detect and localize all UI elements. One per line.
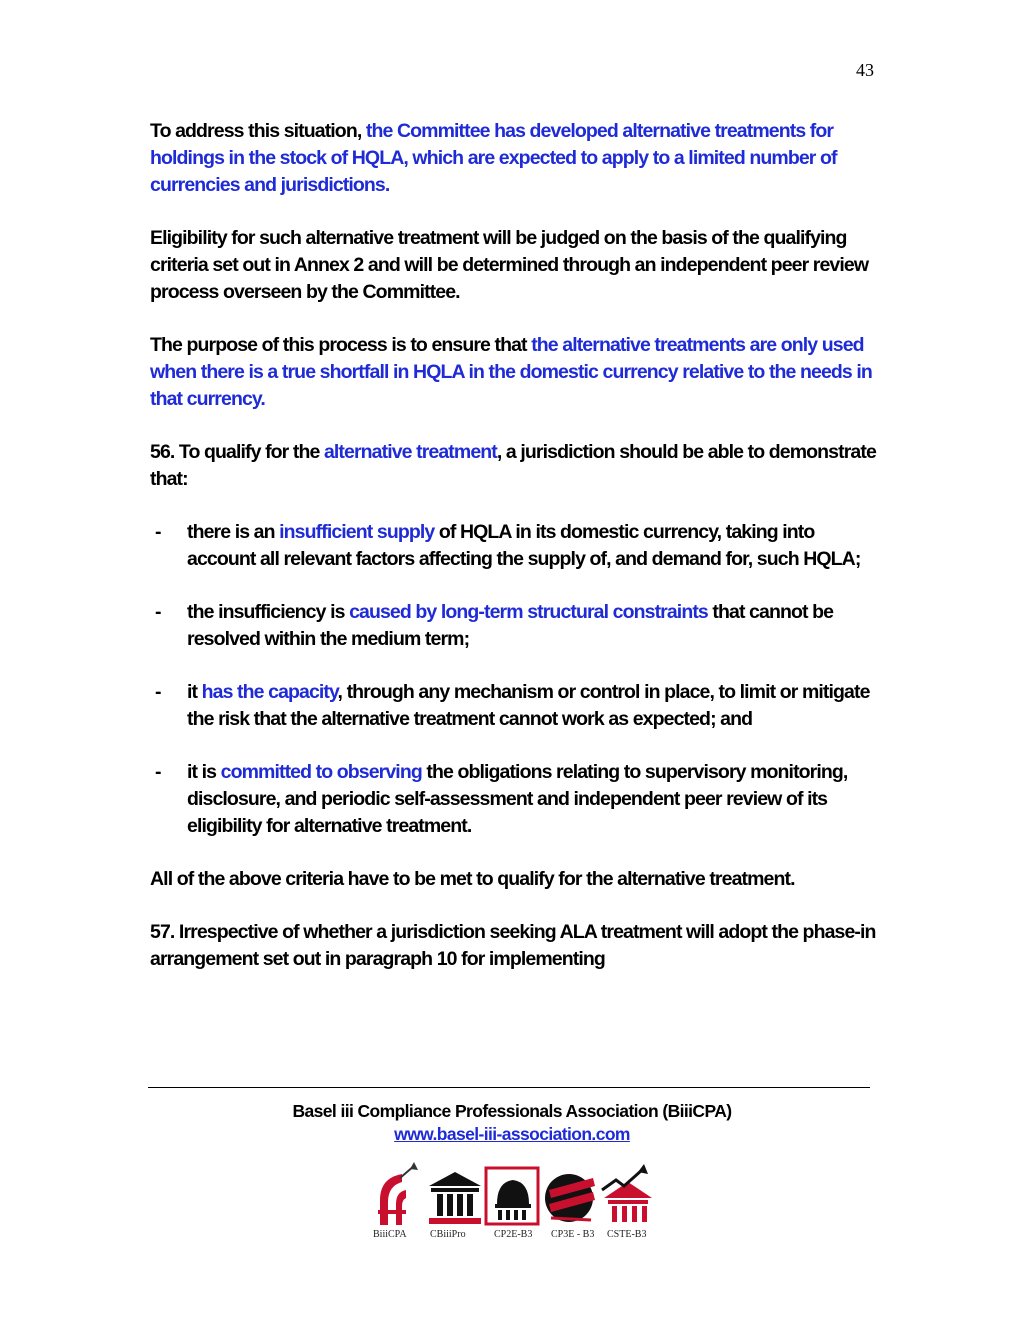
bullet-text-end: the obligations relating to supervisory monitoring, disclosure, and periodic self-assessment and independent peer review of its eligibility for alternative treatment. — [187, 761, 848, 837]
bullet-dash: - — [155, 761, 161, 783]
paragraph-56-text: 56. To qualify for the — [150, 441, 324, 463]
document-body — [150, 118, 880, 999]
bullet-dash: - — [155, 521, 161, 543]
bullet-text-end: of HQLA in its domestic currency, taking into account all relevant factors affecting the supply of, and demand for, such HQLA; — [187, 521, 861, 570]
logo-caption: CBiiiPro — [430, 1229, 466, 1240]
paragraph-criteria: All of the above criteria have to be met to qualify for the alternative treatment. — [150, 868, 795, 890]
bullet-text-end: that cannot be resolved within the medium term; — [187, 601, 834, 650]
paragraph-56-highlight: alternative treatment — [323, 441, 497, 463]
bullet-dash: - — [155, 601, 161, 623]
bullet-text: the insufficiency is — [187, 601, 350, 623]
paragraph-3-highlight: the alternative treatments are only used when there is a true shortfall in HQLA in the domestic currency relative to the needs in that currency. — [150, 334, 872, 410]
footer-divider — [148, 1087, 870, 1088]
bullet-highlight: has the capacity — [201, 681, 338, 703]
paragraph-2: Eligibility for such alternative treatment will be judged on the basis of the qualifying criteria set out in Annex 2 and will be determined through an independent peer review process overseen by the Committee. — [150, 227, 869, 303]
bullet-text-end: , through any mechanism or control in place, to limit or mitigate the risk that the alternative treatment cannot work as expected; and — [187, 681, 870, 730]
cbiiipro-logo-icon — [425, 1160, 485, 1240]
paragraph-56 — [150, 439, 880, 493]
paragraph-1-text: To address this situation, — [150, 120, 366, 142]
footer-website-link[interactable]: www.basel-iii-association.com — [394, 1124, 630, 1144]
cp2e-b3-logo-icon — [483, 1160, 543, 1240]
bullet-text: it is — [187, 761, 221, 783]
paragraph-1-highlight: the Committee has developed alternative treatments for holdings in the stock of HQLA, which are expected to apply to a limited number of currencies and jurisdictions. — [150, 120, 837, 196]
bullet-highlight: committed to observing — [220, 761, 422, 783]
bullet-highlight: insufficient supply — [279, 521, 435, 543]
list-item — [150, 519, 880, 573]
logo-caption: CSTE-B3 — [607, 1229, 647, 1240]
cp3e-b3-logo-icon — [541, 1160, 601, 1240]
footer-organization: Basel iii Compliance Professionals Association (BiiiCPA) — [292, 1101, 732, 1121]
bullet-dash: - — [155, 681, 161, 703]
logo-caption: BiiiCPA — [373, 1229, 407, 1240]
list-item — [150, 759, 880, 840]
logo-caption: CP3E - B3 — [551, 1229, 595, 1240]
paragraph-56-text-end: , a jurisdiction should be able to demonstrate that: — [150, 441, 876, 490]
biiicpa-logo-icon — [370, 1160, 430, 1240]
list-item — [150, 679, 880, 733]
list-item — [150, 599, 880, 653]
bullet-highlight: caused by long-term structural constraints — [349, 601, 708, 623]
paragraph-3-text: The purpose of this process is to ensure that — [150, 334, 532, 356]
logo-caption: CP2E-B3 — [494, 1229, 533, 1240]
paragraph-3 — [150, 332, 880, 413]
page-number: 43 — [856, 60, 874, 80]
cste-b3-logo-icon — [598, 1160, 658, 1240]
paragraph-1 — [150, 118, 880, 199]
bullet-text: there is an — [187, 521, 280, 543]
bullet-text: it — [187, 681, 202, 703]
paragraph-57: 57. Irrespective of whether a jurisdiction seeking ALA treatment will adopt the phase-in arrangement set out in paragraph 10 for implementing — [150, 921, 876, 970]
